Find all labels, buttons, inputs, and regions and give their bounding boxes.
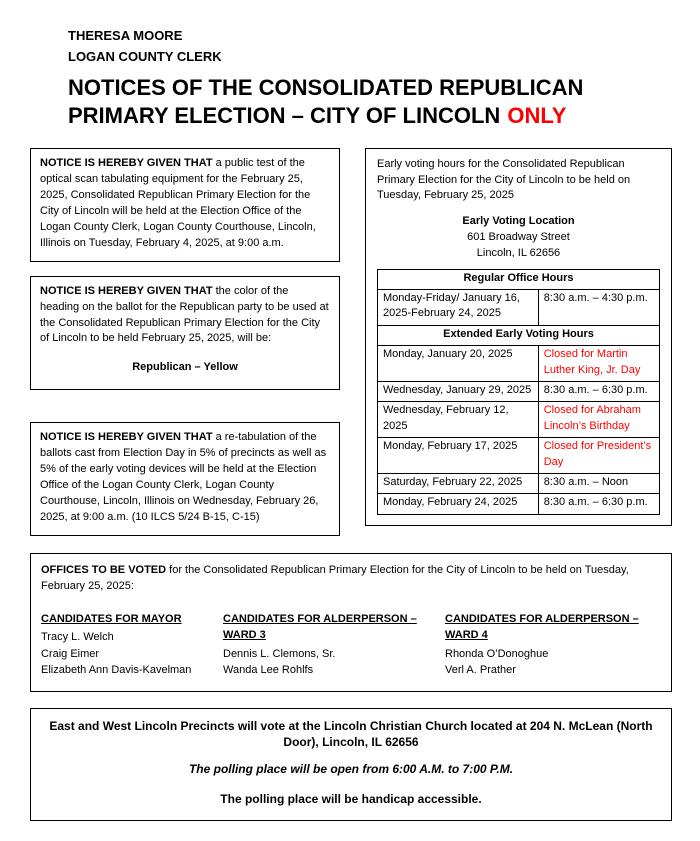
- hours-value-cell-closed: Closed for Martin Luther King, Jr. Day: [538, 346, 659, 382]
- title-line-2-text: PRIMARY ELECTION – CITY OF LINCOLN: [68, 103, 501, 128]
- location-address-line-1: 601 Broadway Street: [467, 230, 570, 243]
- hours-value-cell: 8:30 a.m. – 4:30 p.m.: [538, 290, 659, 326]
- regular-hours-header: Regular Office Hours: [378, 269, 660, 289]
- candidate-name: Tracy L. Welch: [41, 631, 114, 644]
- page-title: [68, 74, 672, 130]
- voting-hours-table: [377, 269, 660, 515]
- table-row: [378, 438, 660, 474]
- location-address-line-2: Lincoln, IL 62656: [476, 246, 561, 259]
- notices-columns: [30, 148, 672, 536]
- right-column: [365, 148, 672, 526]
- candidate-columns: [41, 611, 661, 679]
- polling-accessibility-line: The polling place will be handicap accessible.: [220, 791, 482, 806]
- notice-box-equipment-test: [30, 148, 340, 262]
- title-line-2: [68, 102, 672, 130]
- candidates-mayor-header: CANDIDATES FOR MAYOR: [41, 612, 182, 625]
- extended-hours-header: Extended Early Voting Hours: [378, 325, 660, 345]
- table-row: [378, 381, 660, 401]
- hours-value-cell: 8:30 a.m. – 6:30 p.m.: [538, 381, 659, 401]
- table-row: [378, 402, 660, 438]
- offices-to-be-voted-box: [30, 553, 672, 692]
- notice-body: a public test of the optical scan tabulating equipment for the February 25, 2025, Consolidated Republican Primary Election for the City of Lincoln will be held at the Election Office of the Logan County Clerk, Logan County Courthouse, Lincoln, Illinois on Tuesday, February 4, 2025, at 9:00 a.m.: [40, 157, 316, 249]
- hours-date-cell: Monday, February 24, 2025: [378, 494, 539, 514]
- title-line-1: NOTICES OF THE CONSOLIDATED REPUBLICAN: [68, 75, 584, 100]
- notice-box-ballot-color: [30, 276, 340, 391]
- notice-lead: NOTICE IS HEREBY GIVEN THAT: [40, 431, 213, 444]
- hours-date-cell: Monday-Friday/ January 16, 2025-February 24, 2025: [378, 290, 539, 326]
- table-row: [378, 473, 660, 493]
- ballot-color-value: Republican – Yellow: [132, 361, 238, 374]
- notice-retabulation-text: [40, 430, 330, 526]
- hours-date-cell: Wednesday, February 12, 2025: [378, 402, 539, 438]
- polling-hours-line: The polling place will be open from 6:00 A.M. to 7:00 P.M.: [188, 762, 514, 777]
- offices-lead: OFFICES TO BE VOTED: [41, 563, 167, 576]
- table-section-row: [378, 269, 660, 289]
- table-row: [378, 346, 660, 382]
- clerk-name: THERESA MOORE: [68, 28, 183, 43]
- early-voting-box: [365, 148, 672, 526]
- hours-value-cell-closed: Closed for President’s Day: [538, 438, 659, 474]
- candidate-name: Elizabeth Ann Davis-Kavelman: [41, 664, 192, 677]
- candidate-name: Rhonda O’Donoghue: [445, 647, 549, 660]
- candidates-ward3-column: [223, 611, 445, 679]
- title-highlight-only: ONLY: [507, 103, 567, 128]
- clerk-title: LOGAN COUNTY CLERK: [68, 49, 222, 64]
- candidates-ward3-header: CANDIDATES FOR ALDERPERSON – WARD 3: [223, 612, 417, 642]
- hours-date-cell: Saturday, February 22, 2025: [378, 473, 539, 493]
- left-column: [30, 148, 340, 536]
- notice-body: the color of the heading on the ballot for the Republican party to be used at the Consolidated Republican Primary Election for the City of Lincoln to be held February 25, 2025, will be:: [40, 284, 329, 345]
- notice-lead: NOTICE IS HEREBY GIVEN THAT: [40, 284, 213, 297]
- location-title: Early Voting Location: [462, 214, 575, 227]
- table-row: [378, 290, 660, 326]
- notice-ballot-color-text: [40, 284, 330, 348]
- notice-lead: NOTICE IS HEREBY GIVEN THAT: [40, 157, 213, 169]
- candidate-name: Wanda Lee Rohlfs: [223, 664, 314, 677]
- hours-value-cell: 8:30 a.m. – 6:30 p.m.: [538, 494, 659, 514]
- candidates-ward4-column: [445, 611, 661, 679]
- table-section-row: [378, 325, 660, 345]
- early-voting-location: [377, 214, 660, 262]
- hours-value-cell: 8:30 a.m. – Noon: [538, 473, 659, 493]
- candidate-name: Dennis L. Clemons, Sr.: [223, 647, 336, 660]
- document-header: [0, 0, 700, 130]
- hours-date-cell: Monday, January 20, 2025: [378, 346, 539, 382]
- early-voting-intro: Early voting hours for the Consolidated Republican Primary Election for the City of Lincoln to be held on Tuesday, February 25, 2025: [377, 158, 631, 202]
- offices-intro: [41, 562, 661, 595]
- candidates-ward4-header: CANDIDATES FOR ALDERPERSON – WARD 4: [445, 612, 639, 642]
- hours-date-cell: Monday, February 17, 2025: [378, 438, 539, 474]
- notice-body: a re-tabulation of the ballots cast from Election Day in 5% of precincts as well as 5% of the early voting devices will be held at the Election Office of the Logan County Clerk, Logan County Courthouse, Lincoln, Illinois on Wednesday, February 26, 2025, at 9:00 a.m. (10 ILCS 5/24 B-15, C-15): [40, 431, 327, 523]
- hours-value-cell-closed: Closed for Abraham Lincoln’s Birthday: [538, 402, 659, 438]
- hours-date-cell: Wednesday, January 29, 2025: [378, 381, 539, 401]
- candidate-name: Craig Eimer: [41, 647, 100, 660]
- polling-place-box: [30, 708, 672, 821]
- offices-body: for the Consolidated Republican Primary Election for the City of Lincoln to be held on Tuesday, February 25, 2025:: [41, 563, 629, 593]
- notice-equipment-test-text: [40, 156, 330, 252]
- notice-box-retabulation: [30, 422, 340, 536]
- candidates-mayor-column: [41, 611, 223, 679]
- polling-location-line: East and West Lincoln Precincts will vote at the Lincoln Christian Church located at 204 N. McLean (North Door), Lincoln, IL 62656: [49, 718, 653, 750]
- candidate-name: Verl A. Prather: [445, 664, 516, 677]
- table-row: [378, 494, 660, 514]
